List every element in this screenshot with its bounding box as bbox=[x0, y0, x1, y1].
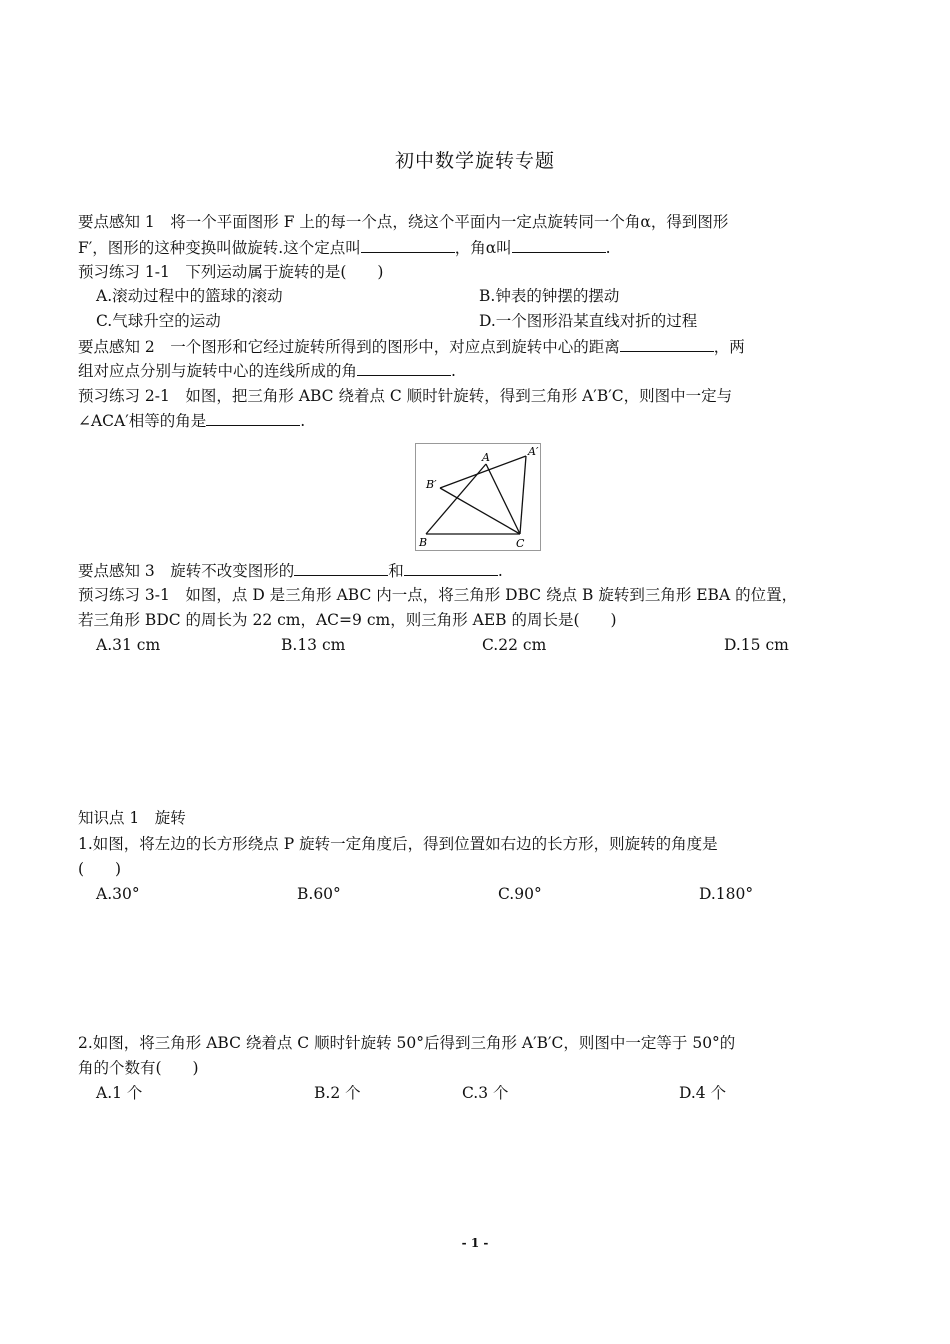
segment-a-prime-c bbox=[520, 456, 526, 534]
p11-option-a: A.滚动过程中的篮球的滚动 bbox=[96, 287, 283, 305]
q1-option-a: A.30° bbox=[96, 885, 140, 903]
p11-option-b: B.钟表的钟摆的摆动 bbox=[479, 287, 620, 305]
label-b: B bbox=[419, 536, 428, 549]
q1-line2: ( ) bbox=[78, 860, 122, 878]
q1-line1: 1.如图，将左边的长方形绕点 P 旋转一定角度后，得到位置如右边的长方形，则旋转的角度是 bbox=[78, 835, 718, 853]
p21-line2-text-a: ∠ACA′相等的角是 bbox=[78, 412, 207, 430]
label-a-prime: A′ bbox=[528, 445, 539, 458]
label-b-prime: B′ bbox=[426, 478, 437, 491]
p31-option-a: A.31 cm bbox=[96, 636, 161, 654]
p11-option-c: C.气球升空的运动 bbox=[96, 312, 221, 330]
segment-b-prime-c bbox=[440, 488, 520, 534]
answer-blank[interactable] bbox=[294, 561, 388, 576]
kp1-heading: 知识点 1 旋转 bbox=[78, 809, 186, 827]
answer-blank[interactable] bbox=[620, 337, 714, 352]
k2-line2 bbox=[78, 361, 456, 381]
q1-option-d: D.180° bbox=[699, 885, 754, 903]
p21-line2-text-b: . bbox=[300, 412, 306, 430]
k2-line1 bbox=[78, 337, 745, 357]
p11-option-d: D.一个图形沿某直线对折的过程 bbox=[479, 312, 698, 330]
k1-line2 bbox=[78, 238, 611, 258]
k1-line2-text-a: F′，图形的这种变换叫做旋转.这个定点叫 bbox=[78, 239, 361, 257]
k2-line1-text-b: ，两 bbox=[713, 338, 745, 356]
q1-option-c: C.90° bbox=[498, 885, 542, 903]
q2-line2: 角的个数有( ) bbox=[78, 1059, 199, 1077]
answer-blank[interactable] bbox=[357, 361, 451, 376]
k2-line2-text-b: . bbox=[451, 362, 456, 380]
page-title: 初中数学旋转专题 bbox=[394, 150, 555, 172]
label-a: A bbox=[482, 451, 490, 464]
k2-line2-text-a: 组对应点分别与旋转中心的连线所成的角 bbox=[78, 362, 358, 380]
q1-option-b: B.60° bbox=[297, 885, 341, 903]
q2-option-a: A.1 个 bbox=[96, 1084, 143, 1102]
p31-option-c: C.22 cm bbox=[482, 636, 547, 654]
p31-option-d: D.15 cm bbox=[724, 636, 789, 654]
q2-line1: 2.如图，将三角形 ABC 绕着点 C 顺时针旋转 50°后得到三角形 A′B′C，则图中一定等于 50°的 bbox=[78, 1034, 736, 1052]
answer-blank[interactable] bbox=[206, 411, 300, 426]
q2-option-b: B.2 个 bbox=[314, 1084, 361, 1102]
k2-line1-text-a: 要点感知 2 一个图形和它经过旋转所得到的图形中，对应点到旋转中心的距离 bbox=[78, 338, 620, 356]
p31-line1: 预习练习 3-1 如图，点 D 是三角形 ABC 内一点，将三角形 DBC 绕点 B 旋转到三角形 EBA 的位置， bbox=[78, 586, 798, 604]
answer-blank[interactable] bbox=[512, 238, 606, 253]
figure-svg bbox=[416, 444, 540, 550]
k1-line2-text-b: ，角α叫 bbox=[454, 239, 512, 257]
rotation-triangle-figure bbox=[415, 443, 541, 551]
q2-option-c: C.3 个 bbox=[462, 1084, 509, 1102]
p11-stem: 预习练习 1-1 下列运动属于旋转的是( ) bbox=[78, 263, 384, 281]
p21-line1: 预习练习 2-1 如图，把三角形 ABC 绕着点 C 顺时针旋转，得到三角形 A′B′C，则图中一定与 bbox=[78, 387, 733, 405]
answer-blank[interactable] bbox=[361, 238, 455, 253]
k3-text-a: 要点感知 3 旋转不改变图形的 bbox=[78, 562, 295, 580]
k1-line2-text-c: . bbox=[605, 239, 611, 257]
q2-option-d: D.4 个 bbox=[679, 1084, 727, 1102]
p31-option-b: B.13 cm bbox=[281, 636, 346, 654]
k3-line bbox=[78, 561, 503, 581]
label-c: C bbox=[516, 537, 525, 550]
k1-line1: 要点感知 1 将一个平面图形 F 上的每一个点，绕这个平面内一定点旋转同一个角α，得到图形 bbox=[78, 213, 729, 231]
answer-blank[interactable] bbox=[404, 561, 498, 576]
k3-text-c: . bbox=[497, 562, 503, 580]
page-number: - 1 - bbox=[461, 1236, 489, 1250]
p21-line2 bbox=[78, 411, 305, 431]
k3-text-b: 和 bbox=[388, 562, 404, 580]
p31-line2: 若三角形 BDC 的周长为 22 cm，AC=9 cm，则三角形 AEB 的周长是( ) bbox=[78, 611, 617, 629]
